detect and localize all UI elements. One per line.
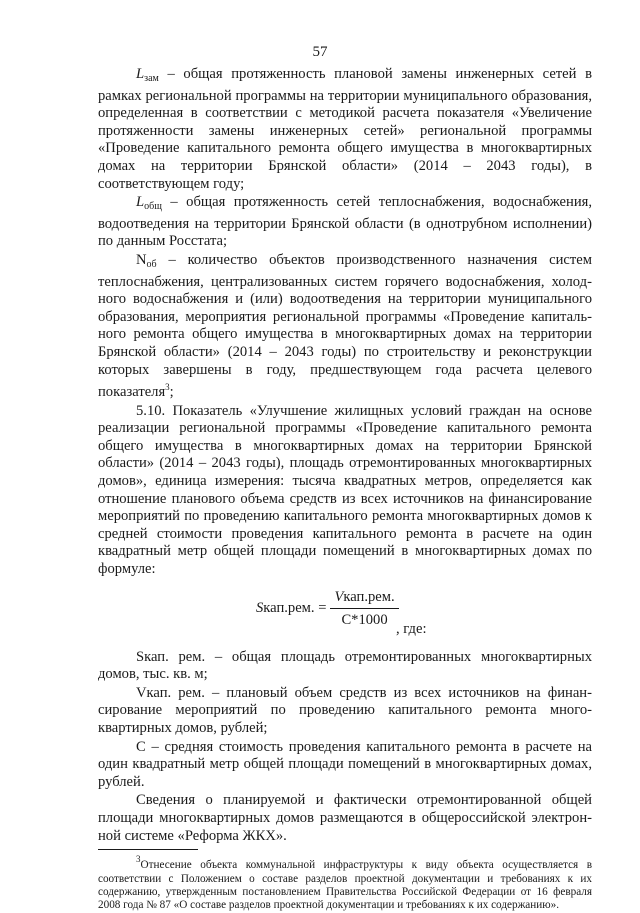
- formula-num-symbol: V: [334, 588, 344, 605]
- page-content: [98, 66, 592, 913]
- symbol-l: L: [136, 194, 145, 211]
- closing-paragraph: Сведения о планируемой и фактически отремонтированной общей площади многоквартирных домов размещаются в общероссийской электронной системе «Реформа ЖКХ».: [98, 792, 592, 844]
- definition-l-obsch: [98, 194, 592, 251]
- formula-block: [98, 585, 592, 641]
- subscript-ob: об: [146, 258, 157, 270]
- definition-s-kap-rem: Sкап. рем. – общая площадь отремонтированных многоквартирных домов, тыс. кв. м;: [98, 648, 592, 683]
- section-5-10: 5.10. Показатель «Улучшение жилищных условий граждан на основе реализации региональной программы «Проведение капитального ремонта общего имущества в многоквартирных домах на территории Брянской области» (2014 – 2043 годы), площадь отремонтированных многоквартирных домов», единица измерения: тысяча квадратных метров, определяется как отношение планового объема средств из всех источников на финансирование мероприятий по проведению капитального ремонта многоквартирных домов к средней стоимости проведения капитального ремонта в расчете на один квадратный метр общей площади помещений в многоквартирных домах по формуле:: [98, 402, 592, 578]
- footnote-reference: 3: [165, 382, 170, 393]
- footnote-marker: 3: [136, 854, 141, 865]
- definition-text: – общая протяженность сетей теплоснабжения, водоснабжения, водоотведения на территории Брянской области (в однотрубном исполнении) по данным Росстата;: [98, 194, 592, 250]
- footnote-divider: [98, 849, 198, 850]
- page-number: 57: [312, 44, 328, 60]
- definition-n-ob: [98, 252, 592, 402]
- definition-v-kap-rem: Vкап. рем. – плановый объем средств из всех источников на финансирование мероприятий по проведению капитального ремонта многоквартирных домов, рублей;: [98, 684, 592, 736]
- definition-text: – общая протяженность плановой замены инженерных сетей в рамках региональной программы на территории муниципального образования, определенная в соответствии с методикой расчета показателя «Увеличение протяженности замены инженерных сетей» региональной программы «Проведение капитального ремонта общего имущества в многоквартирных домах на территории Брянской области» (2014 – 2043 годы), в соответствующем году;: [98, 66, 592, 192]
- formula-denominator: С*1000: [341, 612, 388, 629]
- footnote: [98, 853, 592, 913]
- formula-fraction: [330, 589, 398, 630]
- formula-num-text: кап.рем.: [343, 588, 395, 605]
- formula-numerator: [330, 589, 398, 610]
- definition-c: С – средняя стоимость проведения капитального ремонта в расчете на один квадратный метр общей площади помещений в многоквартирных домах, рублей.: [98, 738, 592, 790]
- formula-lhs-text: кап.рем. =: [263, 600, 327, 617]
- definition-text: – количество объектов производственного назначения систем теплоснабжения, централизованных систем горячего водоснабжения, холодного водоснабжения и (или) водоотведения на территории муниципального образования, мероприятия региональной программы «Проведение капитального ремонта общего имущества в многоквартирных домах на территории Брянской области» (2014 – 2043 годы) по строительству и реконструкции которых завершены в году, предшествующем года расчета целевого показателя: [98, 251, 592, 401]
- definition-l-zam: [98, 66, 592, 193]
- symbol-l: L: [136, 66, 145, 82]
- formula: [256, 589, 399, 630]
- formula-lhs-symbol: S: [256, 600, 264, 617]
- definition-end: ;: [169, 384, 174, 401]
- subscript-zam: зам: [144, 73, 159, 84]
- symbol-n: N: [136, 251, 147, 268]
- subscript-obsch: общ: [144, 201, 162, 213]
- footnote-text: Отнесение объекта коммунальной инфраструктуры к виду объекта осуществляется в соответствии с Положением о составе разделов проектной документации и требованиях к их содержанию, утвержденным постановлением Правительства Российской Федерации от 16 февраля 2008 года № 87 «О составе разделов проектной документации и требованиях к их содержанию».: [98, 859, 592, 912]
- formula-lhs: [256, 600, 330, 618]
- formula-tail: , где:: [396, 620, 427, 637]
